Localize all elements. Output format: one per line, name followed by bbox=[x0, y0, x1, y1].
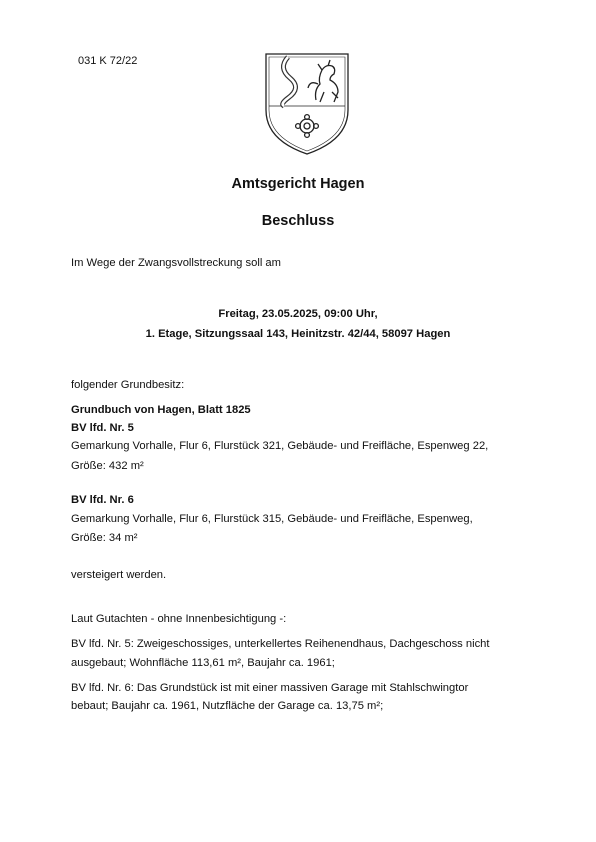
item-6-label: BV lfd. Nr. 6 bbox=[71, 494, 134, 506]
court-title: Amtsgericht Hagen bbox=[231, 176, 365, 192]
property-intro: folgender Grundbesitz: bbox=[71, 379, 185, 391]
appraisal-item-5-line1: BV lfd. Nr. 5: Zweigeschossiges, unterkellertes Reihenendhaus, Dachgeschoss nicht bbox=[71, 638, 490, 650]
land-register: Grundbuch von Hagen, Blatt 1825 bbox=[71, 404, 251, 416]
appraisal-item-5-line2: ausgebaut; Wohnfläche 113,61 m², Baujahr ca. 1961; bbox=[71, 657, 335, 669]
document-type-title: Beschluss bbox=[261, 213, 335, 229]
item-5-label: BV lfd. Nr. 5 bbox=[71, 422, 134, 434]
file-number: 031 K 72/22 bbox=[78, 55, 138, 67]
nrw-coat-of-arms-icon bbox=[258, 48, 356, 158]
item-5-description: Gemarkung Vorhalle, Flur 6, Flurstück 321, Gebäude- und Freifläche, Espenweg 22, bbox=[71, 440, 489, 452]
appraisal-item-6-line2: bebaut; Baujahr ca. 1961, Nutzfläche der Garage ca. 13,75 m²; bbox=[71, 700, 384, 712]
appraisal-intro: Laut Gutachten - ohne Innenbesichtigung -: bbox=[71, 613, 287, 625]
intro-text: Im Wege der Zwangsvollstreckung soll am bbox=[71, 257, 281, 269]
appraisal-item-6-line1: BV lfd. Nr. 6: Das Grundstück ist mit einer massiven Garage mit Stahlschwingtor bbox=[71, 682, 469, 694]
appointment-location: 1. Etage, Sitzungssaal 143, Heinitzstr. 42/44, 58097 Hagen bbox=[145, 328, 451, 340]
auction-note: versteigert werden. bbox=[71, 569, 167, 581]
item-6-description: Gemarkung Vorhalle, Flur 6, Flurstück 315, Gebäude- und Freifläche, Espenweg, bbox=[71, 513, 473, 525]
item-5-size: Größe: 432 m² bbox=[71, 460, 144, 472]
appointment-date: Freitag, 23.05.2025, 09:00 Uhr, bbox=[218, 308, 378, 320]
item-6-size: Größe: 34 m² bbox=[71, 532, 138, 544]
